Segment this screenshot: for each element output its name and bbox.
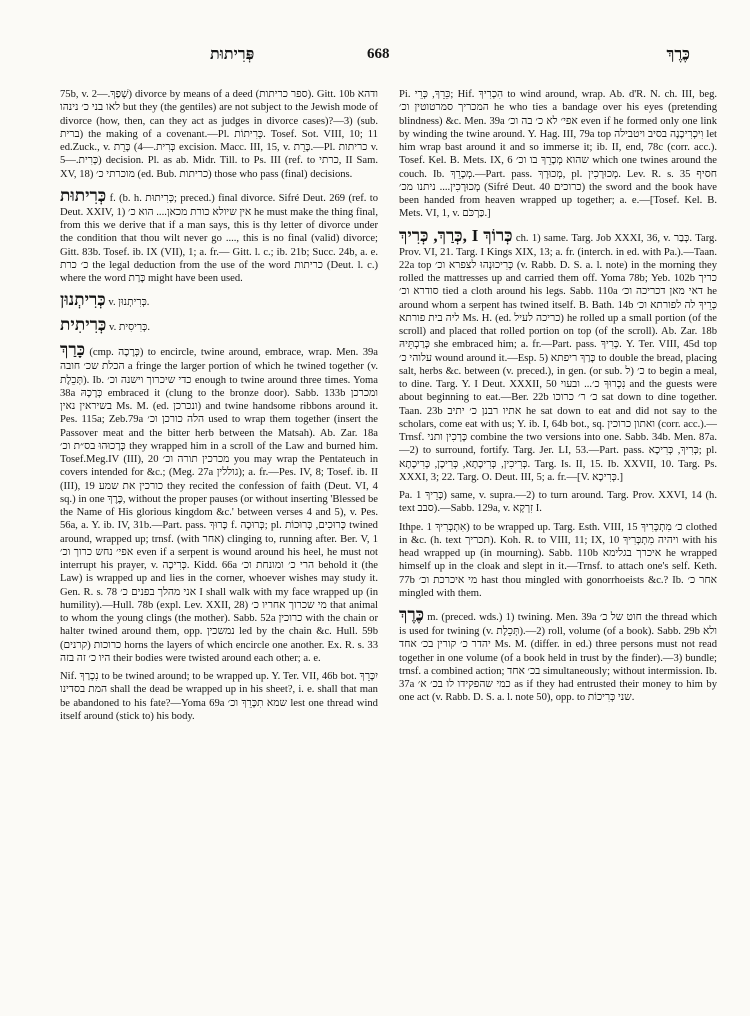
entry [399, 88, 717, 221]
left-column [60, 88, 378, 1003]
entry-lemma: כְּרִיתִית [60, 315, 107, 335]
entry-text: v. כְּרִיתְנוּן. [108, 297, 150, 309]
header-right-word: כֶּרֶךְ [666, 46, 690, 63]
entry-lemma: כֶּרֶךְ [399, 605, 425, 624]
entry-lemma: כְּרִיתְנוּן [60, 290, 106, 310]
entry-text: v. כְּרִיסִית. [108, 322, 150, 334]
entry [60, 290, 378, 310]
entry [60, 315, 378, 335]
entry-lemma: כָּרַךְ [60, 340, 86, 360]
entry-text: Ithpe. אִתְכְּרִיךְ 1) to be wrapped up. Targ. Esth. VIII, 15 כ׳ מִתְכְּרִיךְ clothed in &c. (h. text תכריך). Koh. R. to VIII, 11; IX, 10 ויהיה מִתְכְּרִיךְ with his head wrapped up (in mourning). Sabb. 110b איכרך בגלימא he wrapped himself up in the cloak and slept in it.—Trnsf. to attach one's self. Keth. 77b מי איכרכת וכ׳ hast thou mingled with gonorrhoeists &c.? Ib. אחר כ׳ mingled with them. [399, 521, 717, 599]
entry-text: ch. 1) same. Targ. Job XXXI, 36, v. כְּבַר. Targ. Prov. VI, 21. Targ. I Kings XIX, 13; a. fr. (interch. in ed. with Pa.).—Taan. 22a top כְּרִיכוּנְהוּ לצפרא וכ׳ (v. Rabb. D. S. a. l. note) in the morning they rolled the mattresses up and carried them off. Yoma 78b; Yeb. 102b כריך סודרא וכ׳ tied a cloth around his legs. Sabb. 110a דאי מאן דכריכה וכ׳ he around whom a serpent has twined itself. B. Bath. 14b כְּרֵיךְ לה לפורתא וכ׳ ליה בית פורתא Ms. H. (ed. כריכה לעיל) he rolled up a small portion (of the scroll) and placed that rolled portion on top (of the scroll). Ab. Zar. 18b כְּרַכְתֵּיהּ she embraced him; a. fr.—Part. pass. כְּרִיךְ. Y. Ter. VIII, 45d top עלוהי כ׳ wound around it.—Esp. 5) כָּרַךְ ריפתא to double the bread, placing salt, herbs &c. between (v. preced.), in gen. (or sub. ל) כ׳ to begin a meal, to dine. Targ. Y. I Deut. XXXII, 50 נִכְרוּךְ כ׳... ובעוי and the guests were about beginning to eat.—Ber. 22b כ׳ ר׳ כרוכו sat down to dine together. Taan. 23b אתיו רבנן כ׳ יתיב he sat down to eat and did not say to the scholars, come eat with us; Y. ib. I, 64b bot., sq. ואתון כרוכין (corr. acc.).—Trnsf. כָּרְכִין ותני combine the two versions into one. Sabb. 34b. Men. 87a.—2) to surround, fortify. Targ. Jer. LI, 53.—Part. pass. כְּרִיךְ, כְּרִיכָא; pl. כְּרִיכִין, כְּרִיכָתָא, כְּרִיכָן, כְּרִיכָתָא. Targ. Is. II, 15. Ib. XXVII, 10. Targ. Ps. XXXI, 3; 22. Targ. O. Deut. III, 5; a. fr.—[V. כְּרִיכָא.] [399, 232, 717, 483]
entry-lemma: כְּרִיתוּת [60, 185, 107, 205]
entry [399, 489, 717, 516]
header-left-word: פְּרִיתוּת [210, 46, 255, 63]
entry-text: 75b, v. שְׁפַךְ.—2) divorce by means of a deed (ספר כריתות). Gitt. 10b ודהא לאו בני כ׳ נינהו but they (the gentiles) are not subject to the Jewish mode of divorce (how, then, can they act as judges in divorce cases)?—3) (sub. ברית) the making of a covenant.—Pl. כְּרִיתוֹת. Tosef. Sot. VIII, 10; 11 ed.Zuck., v. כְּרִית.—4) כָּרֵת excision. Macc. III, 15, v. כָּרֵת.—Pl. כריתות v. כְּרִית.—5) decision. Pl. as ab. Midr. Till. to Ps. III (ref. to כרתי, II Sam. XV, 18) מוכרתי כ׳ (ed. Bub. כריתות) those who pass (final) decisions. [60, 89, 378, 180]
entry-text: Nif. נִכְרַךְ to be twined around; to be wrapped up. Y. Ter. VII, 46b bot. יִכָּרֵךְ המת בסדינו shall the dead be wrapped up in his sheet?, i. e. shall that man be abandoned to his fate?—Yoma 69a שמא תִכָּרֵךְ וכ׳ lest one thread wind itself around (stick to) his body. [60, 671, 378, 722]
entry-text: (cmp. כְּרָכָה) to encircle, twine around, embrace, wrap. Men. 39a הכלת שכ׳ חובה a fringe the larger portion of which he twined together (v. תְּכֵלֶת). Ib. כדי שיכרוך וישנה וכ׳ enough to twine around three times. Yoma 38a כְּרָכָהּ embraced it (clung to the bronze door). Sabb. 133b ומכרכן בשיראין נאין Ms. M. (ed. ונכרכן) and twine handsome ribbons around it. Pes. 115a; Zeb.79a הלה כורכן וכ׳ used to wrap them together (insert the Passover meat and the bitter herb between the Matsah). Ab. Zar. 18a כְּרָכוּהוּ בס״ת וכ׳ they wrapped him in a scroll of the Law and burned him. Tosef.Meg.IV (III), 20 מכרכין תורה וכ׳ you may wrap the Pentateuch in covers intended for &c.; (Meg. 27a גוללין); a. fr.—Pes. IV, 8; Tosef. ib. II (III), 19 כורכין את שמע they recited the confession of faith (Deut. VI, 4 sq.) in one כֶּרֶךְ, without the proper pauses (or without inserting 'Blessed be the Name of His glorious kingdom &c.' between verses 4 and 5), v. Pes. 56a, a. Y. ib. IV, 31b.—Part. pass. כָּרוּךְ f. כְּרוּכָה; pl. כְּרוּכִים, כְּרוּכוֹת twined around, wrapped up; trnsf. (with אחר) clinging to, running after. Ber. V, 1 אפי׳ נחש כרוך וכ׳ even if a serpent is wound around his heel, he must not interrupt his prayer, v. כְּרִיכָה. Kidd. 66a הרי כ׳ ומונחת וכ׳ behold it (the Law) is wrapped up and lies in the corner, whoever wishes may study it. Gen. R. s. 78 אני מהלך בפנים כ׳ I shall walk with my face wrapped up (in humility).—Hull. 78b (expl. Lev. XXII, 28) מי שכרוך אחריו כ׳ that animal to whom the young clings (the mother). Sabb. 52a כרוכין with the chain or halter twined around them, opp. נמשכין led by the chain &c. Hull. 59b כרוכות (קרנים) horns the layers of which encircle one another. Ex. R. s. 33 היו כ׳ זה בזה their bodies were twisted around each other; a. e. [60, 347, 378, 664]
entry [399, 226, 717, 485]
entry-lemma: כְּרַךְ, כְּרִיךְ, I כְּרוֹךְ [399, 225, 513, 245]
entry-text: m. (preced. wds.) 1) twining. Men. 39a חוט של כ׳ the thread which is used for twining (v. תְּכֵלֶת).—2) roll, volume (of a book). Sabb. 29b ולא יהדר כ׳ קורין בכ׳ אחד Ms. M. (differ. in ed.) three persons must not read together in one volume (of a book held in trust by the finder).—3) bundle; trnsf. a combined action; בכ׳ אחד simultaneously; without intermission. Ib. 37a כמי שהפקידו לו בכ׳ א׳ as if they had entrusted their money to him by one act (v. Rabb. D. S. a. l. note 50), opp. to שני כְּרִיכוֹת. [399, 612, 717, 704]
right-column [399, 88, 717, 1003]
entry-text: f. (b. h. כְּרִיתוּת; preced.) final divorce. Sifré Deut. 269 (ref. to Deut. XXIV, 1) אין שיולא כורת מכאן.... הוא כ׳ he must make the thing final, from this we derive that if a man says, this is thy letter of divorce under the condition that thou wilt never go ...., this is no final (valid) divorce; Gitt. 83b. Tosef. ib. IX (VII), 1; a. fr.— Gitt. l. c.; ib. 21b; Succ. 24b, a. e. כ׳ כרת the legal deduction from the use of the word כריתות (Deut. l. c.) where the word כָּרַת might have been used. [60, 192, 378, 284]
entry-text: Pi. כֵּרֵךְ, כְּרֵי; Hif. הִכְרִיךְ to wind around, wrap. Ab. d'R. N. ch. III, beg. המכריך סמרטוטין וכ׳ he who ties a bandage over his eyes (pretending blindness) &c. Men. 39a אפי׳ לא כ׳ בה וכ׳ even if he formed only one link by winding the twine around. Y. Hag. III, 79a top וִיכְרִיכָנָה בסיב ויטבילה let him wrap bast around it and so immerse it; ib. II, end, 78c (corr. acc.). Tosef. Kel. B. Mets. IX, 6 שהוא מְכָרֵךְ בו וכ׳ which one twines around the couch. Ib. מְכָרֵךְ.—Part. pass. מְכוּרָךְ, pl. מְכוּרָכִין. Lev. R. s. 35 חסיף מְכוּרָכִין.... ניתנו מכ׳ (Sifré Deut. 40 כרוכים) the sword and the book have been handed from heaven wrapped up together; a. e.—[Tosef. Kel. B. Mets. VI, 1, v. כַּרְכֹּם.] [399, 89, 717, 220]
page-number: 668 [367, 46, 390, 62]
entry [60, 88, 378, 181]
page-header [60, 46, 710, 66]
entry [60, 186, 378, 286]
entry [60, 340, 378, 665]
entry-text: Pa. כָּרֵיךְ 1) same, v. supra.—2) to turn around. Targ. Prov. XXVI, 14 (h. text סבב).—Sabb. 129a, v. זִרְקָא I. [399, 490, 717, 515]
entry [399, 521, 717, 601]
entry [399, 605, 717, 705]
entry [60, 670, 378, 723]
